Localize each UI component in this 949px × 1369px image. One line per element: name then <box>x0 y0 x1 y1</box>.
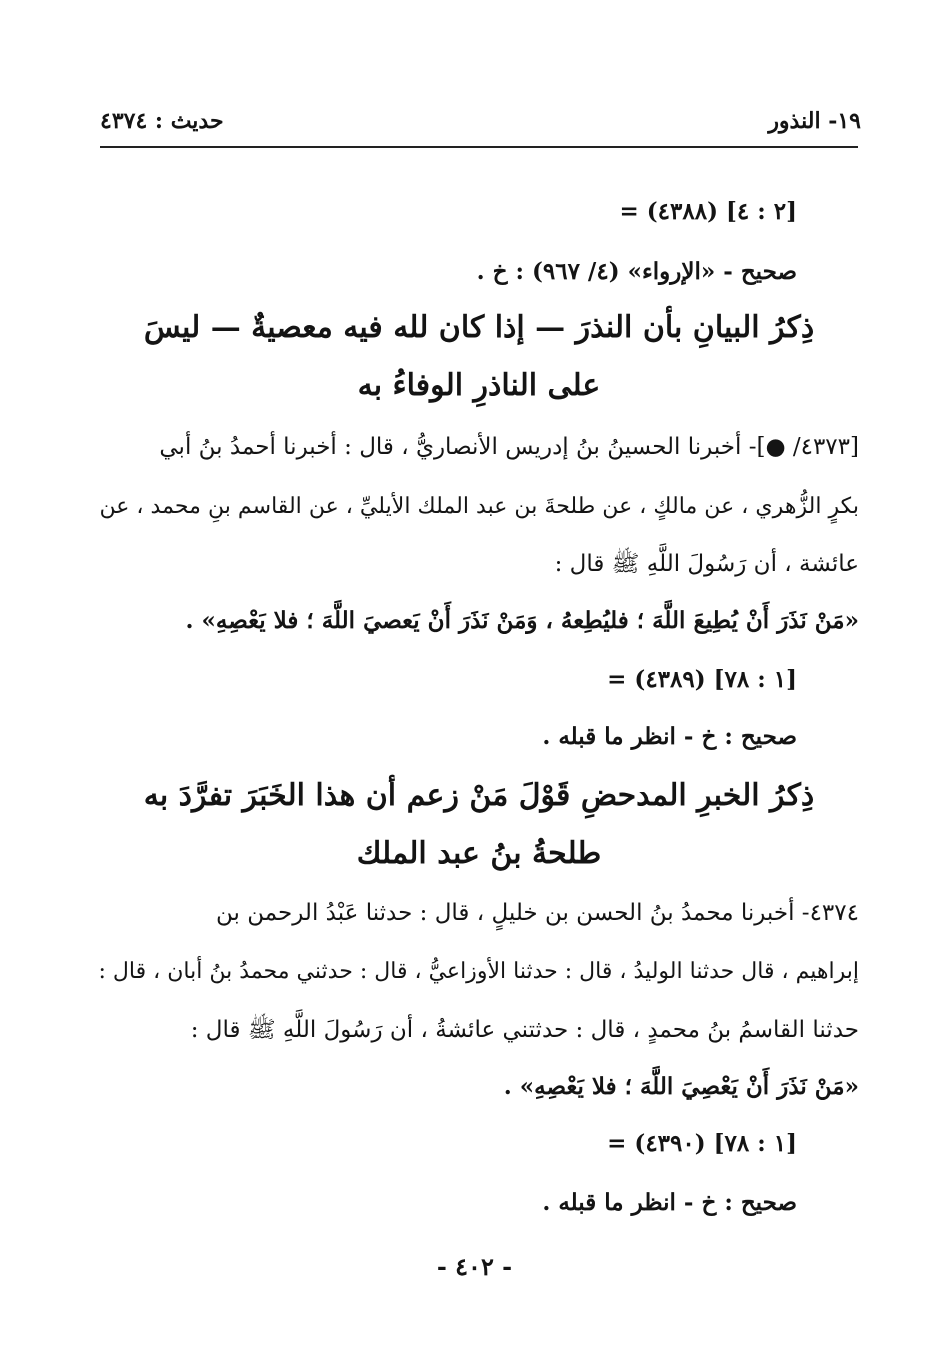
running-header-hadith-number: حديث : ٤٣٧٤ <box>100 108 224 134</box>
isnad-line: بكرٍ الزُّهري ، عن مالكٍ ، عن طلحةَ بن عبد الملك الأيليِّ ، عن القاسم بنِ محمد ، عن <box>99 494 859 519</box>
cross-reference: = (٤٣٩٠) [١ : ٧٨] <box>607 1130 797 1157</box>
cross-reference: = (٤٣٨٩) [١ : ٧٨] <box>607 666 797 693</box>
cross-reference: = (٤٣٨٨) [٢ : ٤] <box>619 198 797 225</box>
isnad-line: [٤٣٧٣/ ●]- أخبرنا الحسينُ بنُ إدريس الأنصاريُّ ، قال : أخبرنا أحمدُ بنُ أبي <box>159 434 859 460</box>
chapter-heading-line-1: ذِكرُ الخبرِ المدحضِ قَوْلَ مَنْ زعم أن هذا الخَبَرَ تفرَّدَ به <box>143 778 815 813</box>
isnad-line: إبراهيم ، قال حدثنا الوليدُ ، قال : حدثنا الأوزاعيُّ ، قال : حدثني محمدُ بنُ أبان ، قال : <box>98 959 859 984</box>
running-header-chapter: ١٩- النذور <box>768 108 861 134</box>
chapter-heading-line-1: ذِكرُ البيانِ بأن النذرَ — إذا كان لله فيه معصيةٌ — ليسَ <box>143 310 815 345</box>
isnad-line: عائشة ، أن رَسُولَ اللَّهِ ﷺ قال : <box>554 551 859 577</box>
page-number: - ٤٠٢ - <box>436 1252 513 1281</box>
header-rule <box>100 146 858 148</box>
grading-note: صحيح : خ - انظر ما قبله . <box>542 723 797 750</box>
grading-note: صحيح - «الإرواء» (٤/ ٩٦٧) : خ . <box>476 258 797 285</box>
chapter-heading-line-2: على الناذرِ الوفاءُ به <box>357 368 601 403</box>
hadith-text: «مَنْ نَذَرَ أَنْ يُطِيعَ اللَّهَ ؛ فليُطِعهُ ، وَمَنْ نَذَرَ أَنْ يَعصيَ اللَّهَ ؛ فلا يَعْصِهِ» . <box>185 607 859 634</box>
hadith-text: «مَنْ نَذَرَ أَنْ يَعْصِيَ اللَّهَ ؛ فلا يَعْصِهِ» . <box>503 1073 859 1100</box>
isnad-line: ٤٣٧٤- أخبرنا محمدُ بنُ الحسن بن خليلٍ ، قال : حدثنا عَبْدُ الرحمن بن <box>216 900 859 926</box>
isnad-line: حدثنا القاسمُ بنُ محمدٍ ، قال : حدثتني عائشةُ ، أن رَسُولَ اللَّهِ ﷺ قال : <box>190 1017 859 1043</box>
grading-note: صحيح : خ - انظر ما قبله . <box>542 1189 797 1216</box>
chapter-heading-line-2: طلحةُ بنُ عبد الملك <box>356 836 602 871</box>
